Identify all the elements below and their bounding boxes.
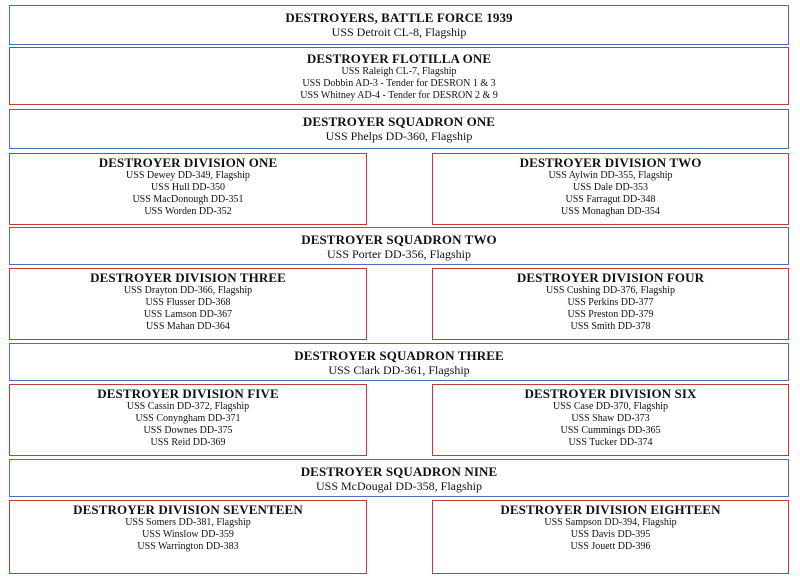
division-title: DESTROYER DIVISION FIVE	[97, 386, 279, 401]
ship-line: USS Somers DD-381, Flagship	[125, 517, 251, 528]
battle-force-flagship: USS Detroit CL-8, Flagship	[331, 25, 467, 39]
ship-line: USS Conyngham DD-371	[135, 413, 241, 424]
ship-line: USS Smith DD-378	[570, 321, 651, 332]
division-title: DESTROYER DIVISION THREE	[90, 270, 286, 285]
division-box	[9, 268, 367, 340]
division-title: DESTROYER DIVISION EIGHTEEN	[500, 502, 721, 517]
division-box	[432, 268, 789, 340]
battle-force-box	[9, 5, 789, 45]
squadron-box	[9, 343, 789, 381]
ship-line: USS Dewey DD-349, Flagship	[126, 170, 250, 181]
squadron-flagship: USS Porter DD-356, Flagship	[326, 247, 471, 261]
division-box	[9, 500, 367, 574]
ship-line: USS Reid DD-369	[150, 437, 226, 448]
division-box	[432, 500, 789, 574]
ship-line: USS Farragut DD-348	[565, 194, 656, 205]
squadron-title: DESTROYER SQUADRON NINE	[300, 464, 498, 479]
ship-line: USS Flusser DD-368	[145, 297, 231, 308]
division-box	[432, 153, 789, 225]
division-title: DESTROYER DIVISION TWO	[519, 155, 702, 170]
ship-line: USS Perkins DD-377	[567, 297, 654, 308]
flotilla-title: DESTROYER FLOTILLA ONE	[306, 51, 492, 66]
squadron-flagship: USS McDougal DD-358, Flagship	[315, 479, 482, 493]
ship-line: USS Monaghan DD-354	[561, 206, 660, 217]
squadron-flagship: USS Clark DD-361, Flagship	[328, 363, 470, 377]
flotilla-line: USS Raleigh CL-7, Flagship	[341, 66, 457, 77]
battle-force-title: DESTROYERS, BATTLE FORCE 1939	[285, 10, 513, 25]
ship-line: USS Jouett DD-396	[570, 541, 651, 552]
ship-line: USS Mahan DD-364	[146, 321, 230, 332]
ship-line: USS Winslow DD-359	[142, 529, 234, 540]
flotilla-line: USS Dobbin AD-3 - Tender for DESRON 1 & 3	[302, 78, 496, 89]
division-title: DESTROYER DIVISION SIX	[524, 386, 697, 401]
ship-line: USS Case DD-370, Flagship	[552, 401, 668, 412]
ship-line: USS Preston DD-379	[567, 309, 654, 320]
squadron-title: DESTROYER SQUADRON ONE	[302, 114, 496, 129]
ship-line: USS Cummings DD-365	[560, 425, 661, 436]
division-title: DESTROYER DIVISION FOUR	[516, 270, 705, 285]
ship-line: USS Warrington DD-383	[137, 541, 239, 552]
ship-line: USS Davis DD-395	[570, 529, 651, 540]
ship-line: USS Cushing DD-376, Flagship	[546, 285, 675, 296]
ship-line: USS Tucker DD-374	[568, 437, 653, 448]
squadron-flagship: USS Phelps DD-360, Flagship	[325, 129, 473, 143]
flotilla-line: USS Whitney AD-4 - Tender for DESRON 2 & 9	[300, 90, 498, 101]
flotilla-box	[9, 47, 789, 105]
ship-line: USS Hull DD-350	[151, 182, 225, 193]
ship-line: USS Worden DD-352	[144, 206, 232, 217]
division-box	[9, 153, 367, 225]
ship-line: USS Sampson DD-394, Flagship	[544, 517, 677, 528]
ship-line: USS MacDonough DD-351	[132, 194, 244, 205]
division-box	[9, 384, 367, 456]
ship-line: USS Downes DD-375	[143, 425, 233, 436]
ship-line: USS Dale DD-353	[573, 182, 648, 193]
division-title: DESTROYER DIVISION ONE	[98, 155, 278, 170]
ship-line: USS Shaw DD-373	[571, 413, 650, 424]
division-title: DESTROYER DIVISION SEVENTEEN	[73, 502, 303, 517]
squadron-box	[9, 227, 789, 265]
squadron-box	[9, 109, 789, 149]
squadron-box	[9, 459, 789, 497]
division-box	[432, 384, 789, 456]
squadron-title: DESTROYER SQUADRON TWO	[301, 232, 497, 247]
ship-line: USS Aylwin DD-355, Flagship	[548, 170, 673, 181]
ship-line: USS Lamson DD-367	[143, 309, 233, 320]
ship-line: USS Drayton DD-366, Flagship	[123, 285, 253, 296]
squadron-title: DESTROYER SQUADRON THREE	[294, 348, 504, 363]
ship-line: USS Cassin DD-372, Flagship	[126, 401, 250, 412]
